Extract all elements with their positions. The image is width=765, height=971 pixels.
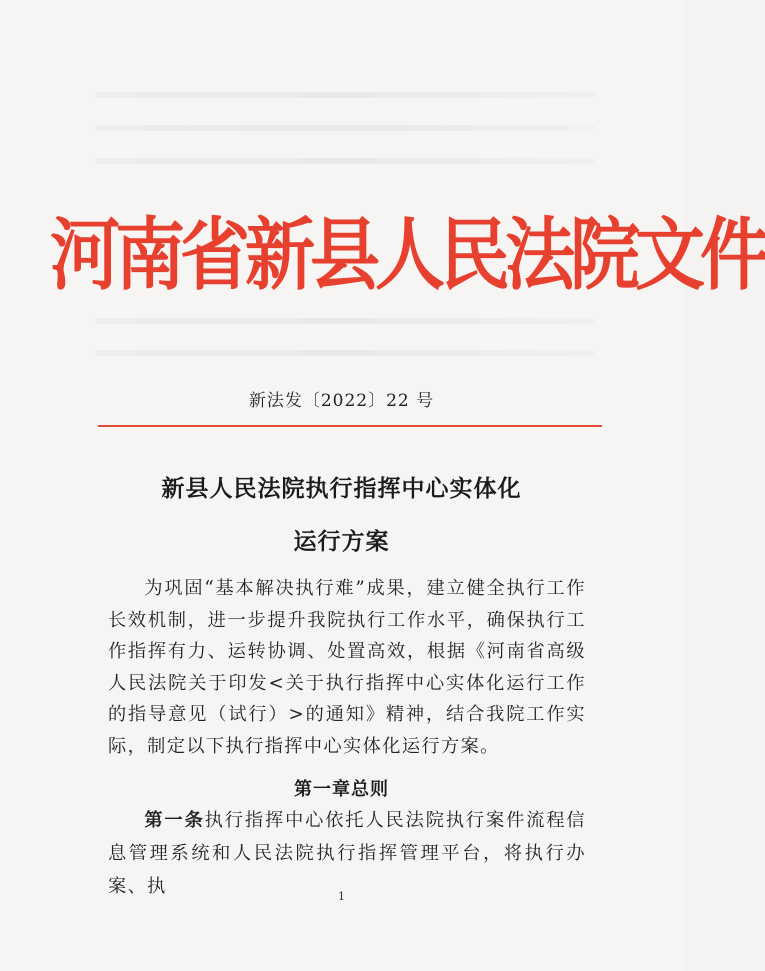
bleed-through-mark (95, 318, 595, 324)
issuing-authority-header: 河南省新县人民法院文件 (50, 207, 765, 301)
bleed-through-mark (95, 92, 595, 98)
document-title-line-2: 运行方案 (293, 528, 390, 555)
document-number: 新法发〔2022〕22 号 (248, 391, 435, 411)
red-divider-line (98, 425, 602, 427)
page-number: 1 (338, 890, 345, 903)
article-text: 执行指挥中心依托人民法院执行案件流程信息管理系统和人民法院执行指挥管理平台，将执行办案、执 (108, 810, 586, 897)
intro-paragraph: 为巩固“基本解决执行难”成果，建立健全执行工作长效机制，进一步提升我院执行工作水平，确保执行工作指挥有力、运转协调、处置高效，根据《河南省高级人民法院关于印发<关于执行指挥中心实体化运行工作的指导意见（试行）>的通知》精神，结合我院工作实际，制定以下执行指挥中心实体化运行方案。 (108, 578, 586, 757)
bleed-through-mark (95, 125, 595, 131)
bleed-through-mark (95, 158, 595, 164)
article-paragraph (108, 804, 586, 903)
bleed-through-mark (95, 350, 595, 356)
chapter-heading: 第一章总则 (294, 779, 389, 800)
document-title-line-1: 新县人民法院执行指挥中心实体化 (161, 475, 522, 502)
article-label: 第一条 (144, 810, 205, 831)
intro-paragraph-block (108, 573, 586, 762)
